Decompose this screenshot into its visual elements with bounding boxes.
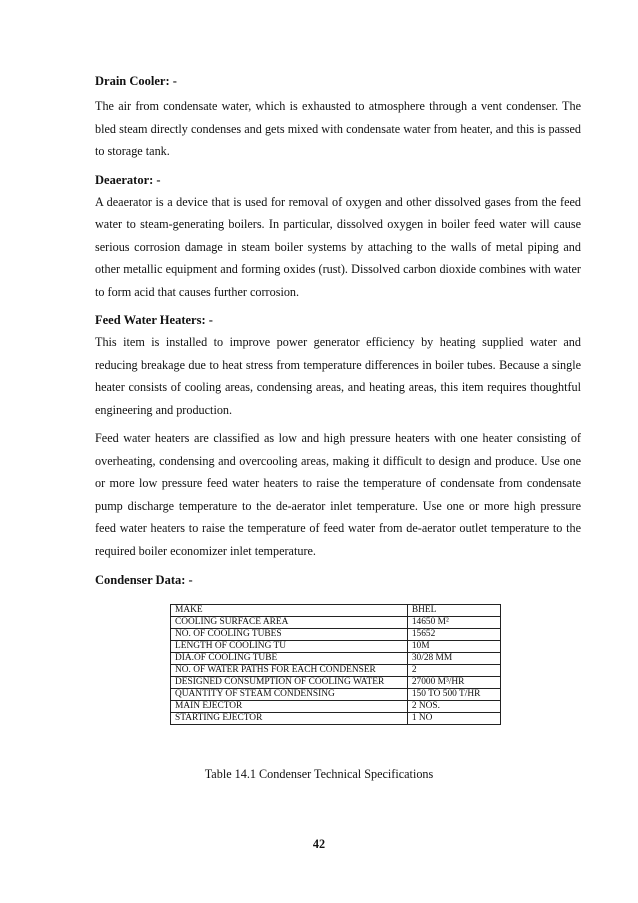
table-row	[171, 689, 501, 701]
spec-label: NO. OF COOLING TUBES	[171, 629, 408, 641]
spec-value: 30/28 MM	[407, 653, 500, 665]
spec-value: 2 NOS.	[407, 701, 500, 713]
table-caption: Table 14.1 Condenser Technical Specifications	[204, 767, 434, 781]
spec-label: LENGTH OF COOLING TU	[171, 641, 408, 653]
spec-label: QUANTITY OF STEAM CONDENSING	[171, 689, 408, 701]
section-paragraph: The air from condensate water, which is exhausted to atmosphere through a vent condenser. The bled steam directly condenses and gets mixed with condensate water from heater, and this is passed to storage tank.	[95, 99, 581, 158]
table-row	[171, 605, 501, 617]
spec-value: 27000 M³/HR	[407, 677, 500, 689]
spec-value: 2	[407, 665, 500, 677]
table-row	[171, 701, 501, 713]
spec-label: MAKE	[171, 605, 408, 617]
table-row	[171, 713, 501, 725]
section-heading: Feed Water Heaters: -	[95, 313, 213, 327]
condenser-spec-table	[170, 604, 501, 725]
section-deaerator	[95, 172, 581, 304]
table-row	[171, 629, 501, 641]
spec-label: DIA.OF COOLING TUBE	[171, 653, 408, 665]
table-row	[171, 641, 501, 653]
section-feed-water-heaters	[95, 312, 581, 562]
section-paragraph: A deaerator is a device that is used for removal of oxygen and other dissolved gases from the feed water to steam-generating boilers. In particular, dissolved oxygen in boiler feed water will cause serious corrosion damage in steam boiler systems by attaching to the walls of metal piping and other metallic equipment and forming oxides (rust). Dissolved carbon dioxide combines with water to form acid that causes further corrosion.	[95, 194, 581, 299]
spec-label: COOLING SURFACE AREA	[171, 617, 408, 629]
section-heading: Deaerator: -	[95, 172, 161, 187]
section-paragraph: Feed water heaters are classified as low and high pressure heaters with one heater consisting of overheating, condensing and overcooling areas, making it difficult to design and produce. Use one or more low pressure feed water heaters to raise the temperature of condensate from condensate pump discharge temperature to the de-aerator inlet temperature. Use one or more high pressure feed water heaters to raise the temperature of feed water from de-aerator outlet temperature to the required boiler economizer inlet temperature.	[95, 431, 581, 558]
table-row	[171, 677, 501, 689]
section-paragraph: This item is installed to improve power generator efficiency by heating supplied water and reducing breakage due to heat stress from temperature differences in boiler tubes. Because a single heater consists of cooling areas, condensing areas, and heating areas, this item requires thoughtful engineering and production.	[95, 335, 581, 417]
table-row	[171, 617, 501, 629]
condenser-heading: Condenser Data: -	[95, 573, 193, 587]
table-row	[171, 665, 501, 677]
spec-value: 15652	[407, 629, 500, 641]
spec-value: 1 NO	[407, 713, 500, 725]
page-body	[95, 73, 581, 588]
spec-label: MAIN EJECTOR	[171, 701, 408, 713]
section-heading: Drain Cooler: -	[95, 74, 177, 88]
spec-value: 14650 M²	[407, 617, 500, 629]
spec-label: STARTING EJECTOR	[171, 713, 408, 725]
spec-label: NO. OF WATER PATHS FOR EACH CONDENSER	[171, 665, 408, 677]
spec-value: 150 TO 500 T/HR	[407, 689, 500, 701]
spec-value: 10M	[407, 641, 500, 653]
page-number: 42	[312, 837, 326, 851]
table-row	[171, 653, 501, 665]
spec-label: DESIGNED CONSUMPTION OF COOLING WATER	[171, 677, 408, 689]
spec-value: BHEL	[407, 605, 500, 617]
section-drain-cooler	[95, 73, 581, 163]
